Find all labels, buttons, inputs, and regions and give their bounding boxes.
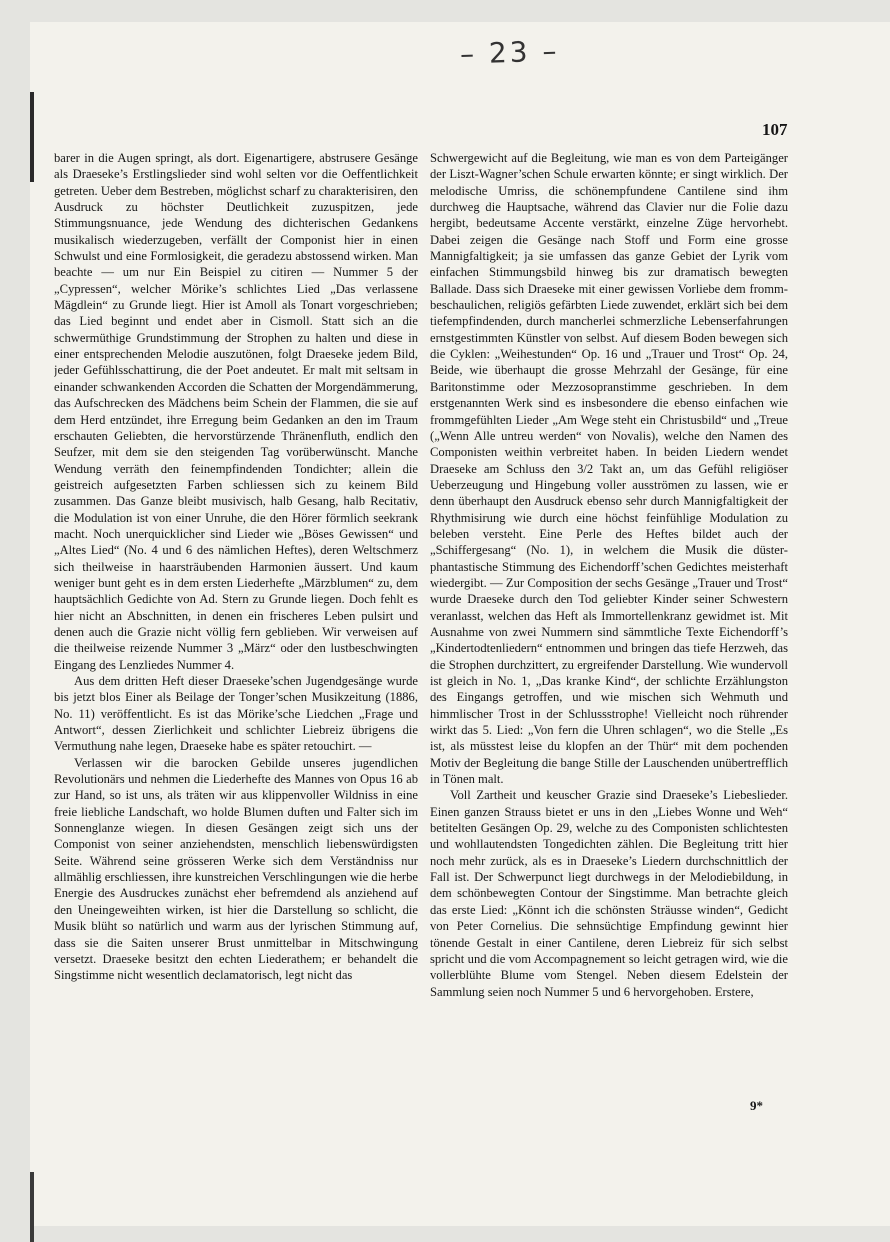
paragraph: Aus dem dritten Heft dieser Draeseke’schen Jugendgesänge wurde bis jetzt blos Einer als Beilage der Tonger’schen Musikzeitung (1886, No. 11) veröffentlicht. Es ist das Mörike’sche Liedchen „Frage und Antwort“, dessen Zierlichkeit und schlichter Liebreiz übrigens die Vermuthung nahe legen, Draeseke habe es später retouchirt. — xyxy=(54,674,418,754)
right-column xyxy=(430,150,788,1100)
paragraph: Schwergewicht auf die Begleitung, wie man es von dem Parteigänger der Liszt-Wagner’schen Schule erwarten könnte; er singt wirklich. Der melodische Umriss, die schönempfundene Cantilene sind ihm durchweg die Hauptsache, während das Clavier nur die Folie dazu hergibt, bedeutsame Accente verstärkt, einzelne Züge hervorhebt. Dabei zeigen die Gesänge nach Stoff und Form eine grosse Mannigfaltigkeit; ja sie umfassen das ganze Gebiet der Lyrik vom einfachen Stimmungsbild hinweg bis zur dramatisch bewegten Ballade. Dass sich Draeseke mit einer gewissen Vorliebe dem fromm-beschaulichen, religiös gefärbten Liede zuwendet, erklärt sich bei dem tiefempfindenden, durch mancherlei schmerzliche Lebenserfahrungen ernstgestimmten Künstler von selbst. Auf diesem Boden bewegen sich die Cyklen: „Weihestunden“ Op. 16 und „Trauer und Trost“ Op. 24, Beide, wie überhaupt die grosse Mehrzahl der Gesänge, für eine Baritonstimme oder Mezzosopranstimme geschrieben. In dem erstgenannten Werk sind es insbesondere die ebenso einfachen wie frommgefühlten Lieder „Am Wege steht ein Christusbild“ und „Treue („Wenn Alle untreu werden“ von Novalis), welche den Namen des Componisten weithin verbreitet haben. In beiden Liedern wendet Draeseke am Schluss den 3/2 Takt an, um das Gefühl religiöser Ueberzeugung und Hingebung voller ausströmen zu lassen, wie er denn überhaupt den Ausdruck ebenso sehr durch Mannigfaltigkeit der Rhythmisirung wie durch eine höchst feinfühlige Modulation zu beleben versteht. Eine Perle des Heftes bildet auch der „Schiffergesang“ (No. 1), in welchem die Musik die düster-phantastische Stimmung des Eichendorff’schen Gedichtes meisterhaft wiedergibt. — Zur Composition der sechs Gesänge „Trauer und Trost“ wurde Draeseke durch den Tod geliebter Kinder seiner Schwestern veranlasst, welchen das Heft als Immortellenkranz gewidmet ist. Mit Ausnahme von zwei Nummern sind sämmtliche Texte Eichendorff’s „Kindertodtenliedern“ entnommen und bringen das tiefe Herzweh, das die Strophen durchzittert, zu ergreifender Darstellung. Wie wundervoll ist gleich in No. 1, „Das kranke Kind“, der schlichte Erzählungston des Eingangs getroffen, und wie mischen sich Wehmuth und himmlischer Trost in der Schlussstrophe! Vielleicht noch rührender wirkt das 5. Lied: „Von fern die Uhren schlagen“, wo die Stelle „Es ist, als müsstest leise du klopfen an der Thür“ mit dem pochenden Motiv der Begleitung die bange Stille der Lauschenden unübertrefflich in Tönen malt. xyxy=(430,151,788,787)
paragraph: Verlassen wir die barocken Gebilde unseres jugendlichen Revolutionärs und nehmen die Liederhefte des Mannes von Opus 16 ab zur Hand, so ist uns, als träten wir aus klippenvoller Wildniss in eine freie liebliche Landschaft, wo holde Blumen duften und Falter sich im Sonnenglanze wiegen. In diesen Gesängen zeigt sich uns der Componist von seiner anziehendsten, menschlich liebenswürdigsten Seite. Während seine grösseren Werke sich dem Verständniss nur allmählig erschliessen, ihre kunstreichen Verschlingungen wie die herbe Energie des Ausdruckes zunächst eher befremdend als anziehend auf den Uneingeweihten wirken, ist hier die Darstellung so schlicht, die Musik blüht so natürlich und warm aus der lyrischen Stimmung auf, dass sie die Saiten unserer Brust unmittelbar in Mitschwingung versetzt. Draeseke besitzt den echten Liederathem; er behandelt die Singstimme nicht wesentlich declamatorisch, legt nicht das xyxy=(54,755,418,983)
signature-mark: 9* xyxy=(750,1098,763,1113)
page-number: 107 xyxy=(762,120,788,139)
margin-mark-lower xyxy=(30,1172,34,1242)
handwritten-page-number: – 23 – xyxy=(459,34,560,71)
paragraph: barer in die Augen springt, als dort. Eigenartigere, abstrusere Gesänge als Draeseke’s Erstlingslieder sind wohl selten vor die Oeffentlichkeit getreten. Ueber dem Bestreben, möglichst scharf zu charakterisiren, den Ausdruck zu höchster Deutlichkeit zuzuspitzen, jede Stimmungsnuance, jede Wendung des dichterischen Gedankens musikalisch wiederzugeben, verfällt der Componist hier in einen Schwulst und eine Formlosigkeit, die geradezu abstossend wirken. Man beachte — um nur Ein Beispiel zu citiren — Nummer 5 der „Cypressen“, welcher Mörike’s schlichtes Lied „Das verlassene Mägdlein“ zu Grunde liegt. Hier ist Amoll als Tonart vorgeschrieben; das Lied beginnt und endet aber in Cismoll. Statt sich an die schwermüthige Grundstimmung der Strophen zu halten und diese in einer entsprechenden Melodie auszutönen, folgt Draeseke jedem Bild, jeder Gefühlsschattirung, die der Poet andeutet. Er malt mit seltsam in einander schwankenden Accorden die Schatten der Morgendämmerung, das Aufschrecken des Mädchens beim Schein der Flammen, die sie auf dem Herd entzündet, ihre Erregung beim Gedanken an den im Traum erschauten Geliebten, die hervorstürzende Thränenfluth, endlich den Seufzer, mit dem sie den steigenden Tag vorüberwünscht. Manche Wendung verräth den feinempfindenden Tondichter; allein die geistreich aufgesetzten Farben schliessen sich zu keinem Bild zusammen. Das Ganze bleibt musivisch, halb Gesang, halb Recitativ, die Modulation ist von einer Unruhe, die den Hörer förmlich seekrank macht. Noch unerquicklicher sind Lieder wie „Böses Gewissen“ und „Altes Lied“ (No. 4 und 6 des nämlichen Heftes), deren Weltschmerz sich theilweise in haarsträubenden Harmonien äussert. Und kaum weniger bunt geht es in dem ersten Liederhefte „Märzblumen“ zu, dem hauptsächlich Gedichte von Ad. Stern zu Grunde liegen. Doch fehlt es hier nicht an Abschnitten, in denen ein frischeres Leben pulsirt und denen auch die Grazie nicht völlig fern geblieben. Wir verweisen auf die theilweise reizende Nummer 3 „März“ oder den lustbeschwingten Eingang des Lenzliedes Nummer 4. xyxy=(54,151,418,672)
left-column xyxy=(54,150,418,1100)
paragraph: Voll Zartheit und keuscher Grazie sind Draeseke’s Liebeslieder. Einen ganzen Strauss bietet er uns in den „Liebes Wonne und Weh“ betitelten Gesängen Op. 29, welche zu des Componisten schlichtesten und wohllautendsten Tongedichten zählen. Die Begleitung tritt hier noch mehr zurück, als es in Draeseke’s Liedern durchschnittlich der Fall ist. Der Schwerpunct liegt durchwegs in der Melodiebildung, in dem schönbewegten Contour der Singstimme. Man betrachte gleich das erste Lied: „Könnt ich die schönsten Sträusse winden“, Gedicht von Peter Cornelius. Die sehnsüchtige Empfindung gewinnt hier tönende Gestalt in einer Cantilene, deren Liebreiz für sich selbst spricht und die vom Accompagnement so leicht getragen wird, wie die vollerblühte Blume vom Stengel. Neben diesem Edelstein der Sammlung seien noch Nummer 5 und 6 hervorgehoben. Erstere, xyxy=(430,788,788,999)
margin-mark xyxy=(30,92,34,182)
